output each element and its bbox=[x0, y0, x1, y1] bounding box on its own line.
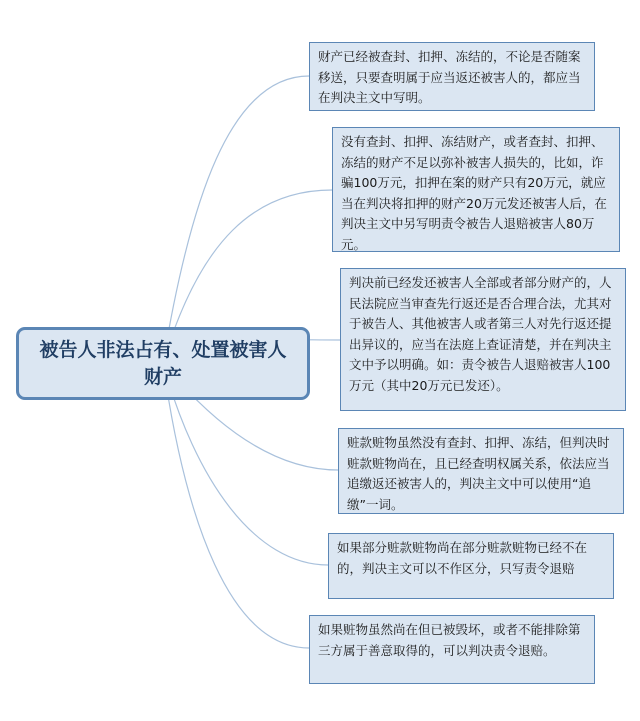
branch-node-1: 财产已经被查封、扣押、冻结的，不论是否随案移送，只要查明属于应当返还被害人的，都应当在判决主文中写明。 bbox=[309, 42, 595, 111]
connector-1 bbox=[163, 76, 309, 363]
branch-node-2: 没有查封、扣押、冻结财产，或者查封、扣押、冻结的财产不足以弥补被害人损失的，比如，诈骗100万元，扣押在案的财产只有20万元，就应当在判决将扣押的财产20万元发还被害人后，在判决主文中另写明责令被告人退赔被害人80万元。 bbox=[332, 127, 620, 252]
branch-node-5: 如果部分赃款赃物尚在部分赃款赃物已经不在的，判决主文可以不作区分，只写责令退赔 bbox=[328, 533, 614, 599]
central-topic-node bbox=[16, 327, 310, 400]
branch-node-3: 判决前已经发还被害人全部或者部分财产的，人民法院应当审查先行返还是否合理合法，尤其对于被告人、其他被害人或者第三人对先行返还提出异议的，应当在法庭上查证清楚，并在判决主文中予以明确。如：责令被告人退赔被害人100万元（其中20万元已发还）。 bbox=[340, 268, 626, 411]
connector-6 bbox=[163, 363, 309, 648]
branch-node-4: 赃款赃物虽然没有查封、扣押、冻结，但判决时赃款赃物尚在，且已经查明权属关系，依法应当追缴返还被害人的，判决主文中可以使用“追缴”一词。 bbox=[338, 428, 624, 514]
central-topic-text: 被告人非法占有、处置被害人财产 bbox=[39, 338, 287, 388]
branch-node-6: 如果赃物虽然尚在但已被毁坏，或者不能排除第三方属于善意取得的，可以判决责令退赔。 bbox=[309, 615, 595, 684]
